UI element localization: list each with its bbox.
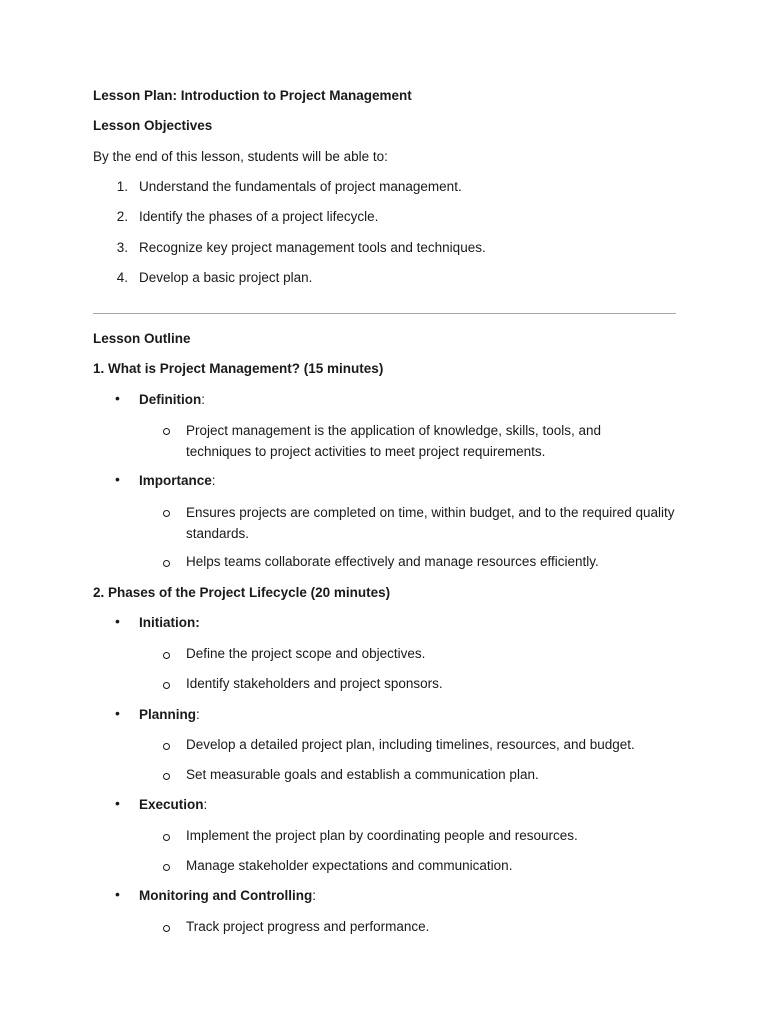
outline-heading: Lesson Outline <box>93 331 191 346</box>
section-1-heading: 1. What is Project Management? (15 minutes) <box>93 361 384 376</box>
circle-bullet-icon <box>163 510 170 517</box>
list-item-number: 2. <box>116 209 128 224</box>
objectives-intro: By the end of this lesson, students will be able to: <box>93 149 388 164</box>
bullet-label: Initiation: <box>139 615 200 630</box>
list-item-number: 1. <box>116 179 128 194</box>
bullet-label: Execution <box>139 797 204 812</box>
sub-list-item-text: Identify stakeholders and project sponsors. <box>186 676 443 691</box>
bullet-label: Importance <box>139 473 212 488</box>
list-item-number: 4. <box>116 270 128 285</box>
list-item-number: 3. <box>116 240 128 255</box>
document-title: Lesson Plan: Introduction to Project Management <box>93 88 412 103</box>
sub-list-item-text: Ensures projects are completed on time, within budget, and to the required quality standards. <box>186 505 675 541</box>
sub-list-item-text: Define the project scope and objectives. <box>186 646 426 661</box>
objectives-heading: Lesson Objectives <box>93 118 213 133</box>
bullet-label: Definition <box>139 392 202 407</box>
bullet-label-suffix: : <box>211 473 216 488</box>
circle-bullet-icon <box>163 834 170 841</box>
sub-list-item-text: Develop a detailed project plan, including timelines, resources, and budget. <box>186 737 635 752</box>
bullet-label-suffix: : <box>196 707 200 722</box>
circle-bullet-icon <box>163 743 170 750</box>
circle-bullet-icon <box>163 864 170 871</box>
circle-bullet-icon <box>163 773 170 780</box>
bullet-icon: • <box>115 705 120 721</box>
list-item-text: Understand the fundamentals of project management. <box>139 179 462 194</box>
bullet-label: Monitoring and Controlling <box>139 888 313 903</box>
bullet-label-suffix: : <box>201 392 206 407</box>
circle-bullet-icon <box>163 560 170 567</box>
circle-bullet-icon <box>163 682 170 689</box>
circle-bullet-icon <box>163 652 170 659</box>
bullet-label: Planning <box>139 707 196 722</box>
circle-bullet-icon <box>163 925 170 932</box>
circle-bullet-icon <box>163 428 170 435</box>
bullet-icon: • <box>115 471 120 487</box>
list-item-text: Develop a basic project plan. <box>139 270 313 285</box>
bullet-label-suffix: : <box>312 888 316 903</box>
list-item-text: Identify the phases of a project lifecycle. <box>139 209 379 224</box>
bullet-icon: • <box>115 886 120 902</box>
sub-list-item-text: Track project progress and performance. <box>186 919 430 934</box>
bullet-icon: • <box>115 795 120 811</box>
sub-list-item-text: Manage stakeholder expectations and communication. <box>186 858 513 873</box>
horizontal-divider <box>93 313 676 314</box>
sub-list-item-text: Project management is the application of knowledge, skills, tools, and techniques to project activities to meet project requirements. <box>186 423 601 459</box>
list-item-text: Recognize key project management tools and techniques. <box>139 240 486 255</box>
sub-list-item-text: Set measurable goals and establish a communication plan. <box>186 767 539 782</box>
section-2-heading: 2. Phases of the Project Lifecycle (20 minutes) <box>93 585 391 600</box>
sub-list-item-text: Implement the project plan by coordinating people and resources. <box>186 828 578 843</box>
bullet-icon: • <box>115 613 120 629</box>
sub-list-item-text: Helps teams collaborate effectively and manage resources efficiently. <box>186 554 599 569</box>
bullet-icon: • <box>115 390 120 406</box>
bullet-label-suffix: : <box>203 797 208 812</box>
